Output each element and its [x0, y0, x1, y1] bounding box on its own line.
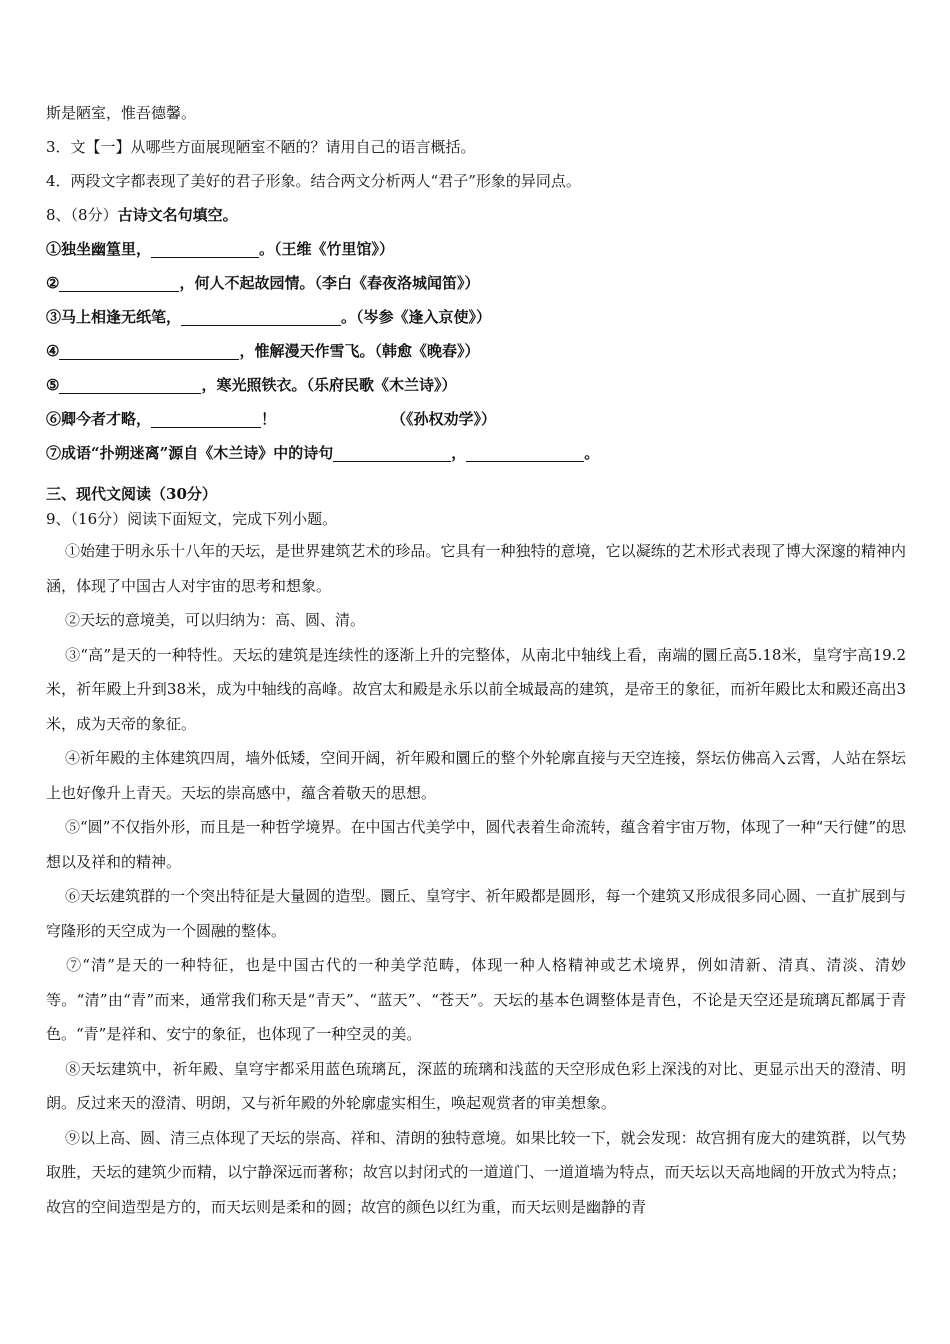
- paragraph-text: ⑥天坛建筑群的一个突出特征是大量圆的造型。圜丘、皇穹宇、祈年殿都是圆形，每一个建筑又形成很多同心圆、一直扩展到与穹隆形的天空成为一个圆融的整体。: [46, 887, 906, 940]
- fill-item-7: [46, 436, 906, 470]
- question-8-number: 8、（8分）: [46, 206, 118, 224]
- answer-blank[interactable]: [181, 309, 341, 326]
- fill-item-punct: ，: [451, 444, 467, 462]
- passage-paragraph-5: [46, 810, 906, 879]
- fill-item-source: ，寒光照铁衣。（乐府民歌《木兰诗》）: [201, 376, 457, 394]
- fill-item-4: [46, 334, 906, 368]
- fill-item-text: ⑤: [46, 376, 60, 394]
- passage-paragraph-1: [46, 534, 906, 603]
- document-page: [46, 96, 906, 1224]
- fill-item-text: ①独坐幽篁里，: [46, 240, 152, 258]
- fill-item-text: ⑥卿今者才略，: [46, 410, 152, 428]
- question-8-header: [46, 198, 906, 232]
- passage-paragraph-2: [46, 603, 906, 638]
- fill-item-5: [46, 368, 906, 402]
- fill-item-3: [46, 300, 906, 334]
- paragraph-text: ③“高”是天的一种特性。天坛的建筑是连续性的逐渐上升的完整体，从南北中轴线上看，南端的圜丘高5.18米，皇穹宇高19.2米，祈年殿上升到38米，成为中轴线的高峰。故宫太和殿是永乐以前全城最高的建筑，是帝王的象征，而祈年殿比太和殿还高出3米，成为天帝的象征。: [46, 645, 906, 733]
- fill-item-1: [46, 232, 906, 266]
- paragraph-text: ⑨以上高、圆、清三点体现了天坛的崇高、祥和、清朗的独特意境。如果比较一下，就会发现：故宫拥有庞大的建筑群，以气势取胜，天坛的建筑少而精，以宁静深远而著称；故宫以封闭式的一道道门、一道道墙为特点，而天坛以天高地阔的开放式为特点；故宫的空间造型是方的，而天坛则是柔和的圆；故宫的颜色以红为重，而天坛则是幽静的青: [46, 1128, 906, 1216]
- fill-item-text: ⑦成语“扑朔迷离”源自《木兰诗》中的诗句: [46, 444, 334, 462]
- passage-paragraph-4: [46, 741, 906, 810]
- answer-blank[interactable]: [151, 241, 259, 258]
- answer-blank[interactable]: [59, 343, 239, 360]
- text-line: 斯是陋室，惟吾德馨。: [46, 104, 197, 122]
- answer-blank[interactable]: [59, 275, 179, 292]
- fill-item-punct: 。: [584, 444, 600, 462]
- fill-item-source: 。（岑参《逢入京使》）: [341, 308, 492, 326]
- answer-blank[interactable]: [333, 445, 451, 462]
- paragraph-text: ④祈年殿的主体建筑四周，墙外低矮，空间开阔，祈年殿和圜丘的整个外轮廓直接与天空连接，祭坛仿佛高入云霄，人站在祭坛上也好像升上青天。天坛的崇高感中，蕴含着敬天的思想。: [46, 749, 906, 802]
- question-8-title: 古诗文名句填空。: [117, 206, 238, 224]
- passage-paragraph-6: [46, 879, 906, 948]
- question-3: 3．文【一】从哪些方面展现陋室不陋的？请用自己的语言概括。: [46, 138, 476, 156]
- fill-item-2: [46, 266, 906, 300]
- section-title: 三、现代文阅读（30分）: [46, 485, 217, 503]
- fill-item-source: ，惟解漫天作雪飞。（韩愈《晚春》）: [239, 342, 480, 360]
- paragraph-text: ②天坛的意境美，可以归纳为：高、圆、清。: [65, 611, 366, 629]
- passage-paragraph-9: [46, 1121, 906, 1225]
- answer-blank[interactable]: [151, 411, 261, 428]
- fill-item-6: [46, 402, 906, 436]
- passage-paragraph-3: [46, 638, 906, 742]
- question-4: 4．两段文字都表现了美好的君子形象。结合两文分析两人“君子”形象的异同点。: [46, 172, 581, 190]
- paragraph-text: ①始建于明永乐十八年的天坛，是世界建筑艺术的珍品。它具有一种独特的意境，它以凝练的艺术形式表现了博大深邃的精神内涵，体现了中国古人对宇宙的思考和想象。: [46, 542, 906, 595]
- fill-item-text: ②: [46, 274, 60, 292]
- paragraph-text: ⑧天坛建筑中，祈年殿、皇穹宇都采用蓝色琉璃瓦，深蓝的琉璃和浅蓝的天空形成色彩上深浅的对比、更显示出天的澄清、明朗。反过来天的澄清、明朗，又与祈年殿的外轮廓虚实相生，唤起观赏者的审美想象。: [46, 1059, 906, 1112]
- fill-item-source: （《孙权劝学》）: [391, 410, 497, 428]
- passage-paragraph-7: [46, 948, 906, 1052]
- answer-blank[interactable]: [59, 377, 201, 394]
- fill-item-source: 。（王维《竹里馆》）: [259, 240, 395, 258]
- passage-paragraph-8: [46, 1052, 906, 1121]
- answer-blank[interactable]: [466, 445, 584, 462]
- paragraph-text: ⑦“清”是天的一种特征，也是中国古代的一种美学范畴，体现一种人格精神或艺术境界，例如清新、清真、清淡、清妙等。“清”由“青”而来，通常我们称天是“青天”、“蓝天”、“苍天”。天坛的基本色调整体是青色，不论是天空还是琉璃瓦都属于青色。“青”是祥和、安宁的象征，也体现了一种空灵的美。: [46, 956, 906, 1043]
- fill-item-source: ，何人不起故园情。（李白《春夜洛城闻笛》）: [179, 274, 480, 292]
- fill-item-text: ③马上相逢无纸笔，: [46, 308, 182, 326]
- fill-item-punct: ！: [261, 410, 277, 428]
- question-9: 9、（16分）阅读下面短文，完成下列小题。: [46, 510, 338, 528]
- fill-item-text: ④: [46, 342, 60, 360]
- passage: [46, 534, 906, 1224]
- paragraph-text: ⑤“圆”不仅指外形，而且是一种哲学境界。在中国古代美学中，圆代表着生命流转，蕴含着宇宙万物，体现了一种“天行健”的思想以及祥和的精神。: [46, 818, 906, 871]
